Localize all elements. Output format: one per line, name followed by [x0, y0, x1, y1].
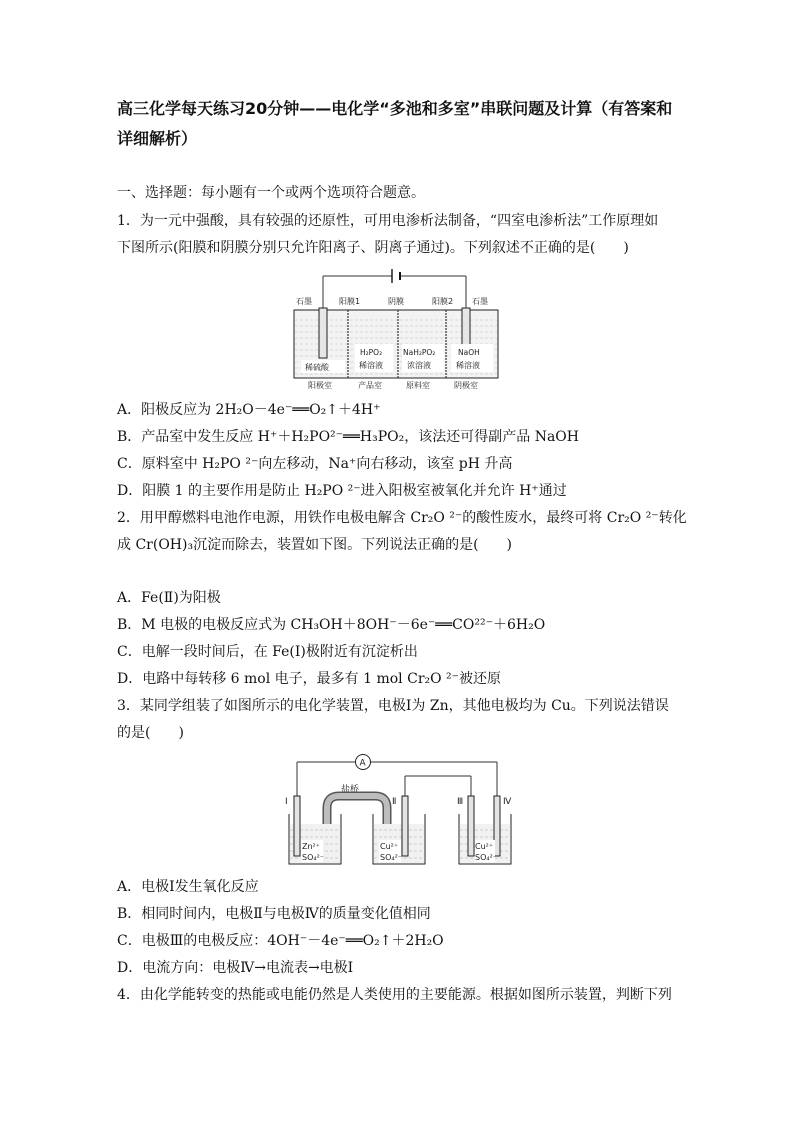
- q2-option-d: D．电路中每转移 6 mol 电子，最多有 1 mol Cr₂O ²⁻被还原: [117, 671, 502, 687]
- fig1-solution-h3po2: H₂PO₂: [360, 348, 383, 357]
- fig1-solution-naoh-dilute: 稀溶液: [456, 361, 480, 370]
- electrode-1: [294, 796, 300, 856]
- fig1-solution-dilute-sulfuric: 稀硫酸: [305, 363, 329, 372]
- q3-option-a: A．电极Ⅰ发生氧化反应: [117, 879, 259, 895]
- fig1-solution-h3po2-dilute: 稀溶液: [359, 361, 383, 370]
- fig1-solution-nah2po2: NaH₂PO₂: [403, 348, 436, 357]
- electrode-3: [468, 796, 474, 856]
- beaker2-ion-1: Cu²⁺: [380, 842, 399, 851]
- section-heading: 一、选择题：每小题有一个或两个选项符合题意。: [117, 185, 425, 201]
- q3-figure-electrochemical-setup: [283, 752, 515, 870]
- q2-option-b: B．M 电极的电极反应式为 CH₃OH＋8OH⁻－6e⁻══CO²²⁻＋6H₂O: [117, 617, 546, 633]
- fig1-solution-naoh: NaOH: [458, 348, 480, 357]
- fig1-room-feed: 原料室: [406, 381, 430, 390]
- beaker1-ion-1: Zn²⁺: [302, 842, 320, 851]
- page-title: 高三化学每天练习20分钟——电化学“多池和多室”串联问题及计算（有答案和详细解析）: [117, 99, 673, 148]
- q1-option-c: C．原料室中 H₂PO ²⁻向左移动，Na⁺向右移动，该室 pH 升高: [117, 456, 513, 472]
- salt-bridge-label: 盐桥: [341, 785, 360, 795]
- q3-option-c: C．电极Ⅲ的电极反应：4OH⁻－4e⁻══O₂↑＋2H₂O: [117, 933, 444, 949]
- q1-stem-line1: 1．为一元中强酸，具有较强的还原性，可用电渗析法制备，“四室电渗析法”工作原理如: [117, 213, 659, 229]
- electrode-label-3: Ⅲ: [457, 797, 464, 807]
- beaker1-ion-2: SO₄²⁻: [302, 853, 325, 862]
- q4-stem-line1: 4．由化学能转变的热能或电能仍然是人类使用的主要能源。根据如图所示装置，判断下列: [117, 987, 672, 1003]
- fig1-room-product: 产品室: [358, 381, 382, 390]
- fig1-label-cation-membrane-2: 阳膜2: [432, 297, 454, 306]
- fig1-electrode-left: [319, 308, 327, 358]
- q2-option-c: C．电解一段时间后，在 Fe(Ⅰ)极附近有沉淀析出: [117, 644, 418, 660]
- fig1-room-anode: 阳极室: [308, 381, 332, 390]
- q2-stem-line2: 成 Cr(OH)₃沉淀而除去，装置如下图。下列说法正确的是( ): [117, 537, 512, 553]
- ammeter-label: A: [359, 758, 366, 769]
- electrode-label-1: Ⅰ: [285, 797, 288, 807]
- beaker3-ion-2: SO₄²⁻: [475, 853, 498, 862]
- q3-stem-line1: 3．某同学组装了如图所示的电化学装置，电极Ⅰ为 Zn，其他电极均为 Cu。下列说法错误: [117, 698, 669, 714]
- beaker2-ion-2: SO₄²⁻: [380, 853, 403, 862]
- fig1-label-anion-membrane: 阴膜: [388, 297, 404, 306]
- fig1-label-graphite-right: 石墨: [472, 297, 488, 306]
- fig1-room-cathode: 阴极室: [454, 381, 478, 390]
- fig1-label-graphite-left: 石墨: [296, 297, 312, 306]
- q2-stem-line1: 2．用甲醇燃料电池作电源，用铁作电极电解含 Cr₂O ²⁻的酸性废水，最终可将 Cr₂O ²⁻转化: [117, 510, 687, 526]
- electrode-label-4: Ⅳ: [503, 797, 512, 807]
- q1-option-d: D．阳膜 1 的主要作用是防止 H₂PO ²⁻进入阳极室被氧化并允许 H⁺通过: [117, 483, 567, 499]
- electrode-2: [402, 796, 408, 856]
- fig1-label-cation-membrane-1: 阳膜1: [339, 297, 361, 306]
- q1-option-b: B．产品室中发生反应 H⁺＋H₂PO²⁻══H₃PO₂，该法还可得副产品 NaOH: [117, 429, 579, 445]
- q3-option-d: D．电流方向：电极Ⅳ→电流表→电极Ⅰ: [117, 960, 354, 976]
- q1-option-a: A．阳极反应为 2H₂O－4e⁻══O₂↑＋4H⁺: [117, 402, 381, 418]
- beaker3-ion-1: Cu²⁺: [475, 842, 494, 851]
- q1-figure-electrodialysis: [292, 264, 502, 392]
- q3-option-b: B．相同时间内，电极Ⅱ与电极Ⅳ的质量变化值相同: [117, 906, 431, 922]
- electrode-label-2: Ⅱ: [392, 797, 397, 807]
- q3-stem-line2: 的是( ): [117, 725, 184, 741]
- q2-option-a: A．Fe(Ⅱ)为阳极: [117, 590, 221, 606]
- q1-stem-line2: 下图所示(阳膜和阴膜分别只允许阳离子、阴离子通过)。下列叙述不正确的是( ): [117, 240, 629, 256]
- fig1-solution-nah2po2-conc: 浓溶液: [407, 361, 431, 370]
